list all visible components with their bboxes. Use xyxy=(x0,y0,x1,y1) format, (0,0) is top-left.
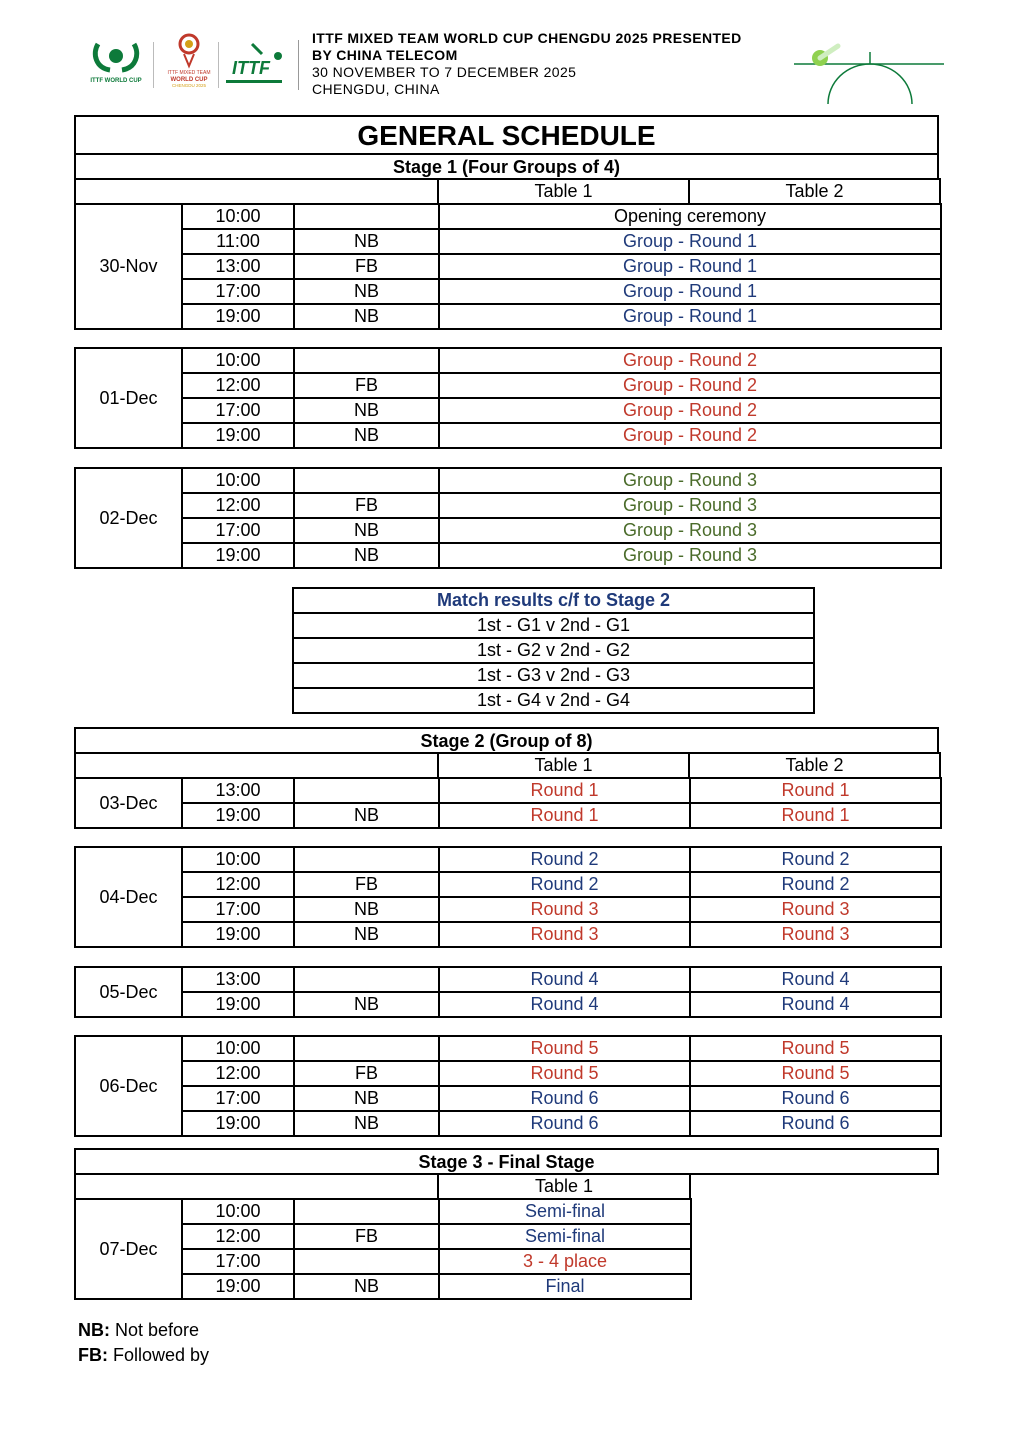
stage2-header-left-border xyxy=(74,752,76,779)
stage2-day-05dec xyxy=(74,966,942,1018)
schedule-row xyxy=(75,468,941,493)
event-cell: Group - Round 1 xyxy=(439,254,941,279)
event-cell: Group - Round 1 xyxy=(439,279,941,304)
table1-round: Round 6 xyxy=(439,1111,690,1136)
stage2-table2-header: Table 2 xyxy=(689,753,940,778)
stage3-header-left-border xyxy=(74,1173,76,1200)
matchup: 1st - G3 v 2nd - G3 xyxy=(293,663,814,688)
event-header xyxy=(312,30,742,98)
header-divider xyxy=(298,40,299,90)
event-cell: Group - Round 2 xyxy=(439,348,941,373)
stage1-table2-header: Table 2 xyxy=(689,179,940,204)
table2-round: Round 2 xyxy=(690,847,941,872)
schedule-row xyxy=(75,518,941,543)
event-cell: 3 - 4 place xyxy=(439,1249,691,1274)
timing-note: NB xyxy=(294,803,439,828)
schedule-row xyxy=(75,304,941,329)
schedule-row xyxy=(75,204,941,229)
stage3-label: Stage 3 - Final Stage xyxy=(74,1148,939,1175)
timing-note: NB xyxy=(294,304,439,329)
timing-note: FB xyxy=(294,872,439,897)
results-title: Match results c/f to Stage 2 xyxy=(293,588,814,613)
match-time: 11:00 xyxy=(182,229,294,254)
schedule-row xyxy=(75,348,941,373)
match-time: 13:00 xyxy=(182,254,294,279)
timing-note: FB xyxy=(294,493,439,518)
match-time: 10:00 xyxy=(182,847,294,872)
match-time: 17:00 xyxy=(182,897,294,922)
match-time: 17:00 xyxy=(182,1086,294,1111)
timing-note xyxy=(294,847,439,872)
schedule-row xyxy=(75,1111,941,1136)
match-time: 19:00 xyxy=(182,1274,294,1299)
match-time: 19:00 xyxy=(182,922,294,947)
results-row xyxy=(293,613,814,638)
timing-note: NB xyxy=(294,423,439,448)
table1-round: Round 3 xyxy=(439,922,690,947)
timing-note xyxy=(294,348,439,373)
schedule-row xyxy=(75,992,941,1017)
table2-round: Round 5 xyxy=(690,1061,941,1086)
timing-note: NB xyxy=(294,1274,439,1299)
table2-round: Round 6 xyxy=(690,1086,941,1111)
timing-note xyxy=(294,967,439,992)
logo-mixed-team-world-cup xyxy=(164,32,214,90)
stage1-table1-header: Table 1 xyxy=(438,179,689,204)
match-time: 13:00 xyxy=(182,967,294,992)
schedule-row xyxy=(75,254,941,279)
logo-divider xyxy=(153,42,154,88)
timing-note: NB xyxy=(294,897,439,922)
stage1-header-left-border xyxy=(74,178,76,205)
day-date: 30-Nov xyxy=(75,204,182,329)
match-time: 12:00 xyxy=(182,1224,294,1249)
stage3-table1-header: Table 1 xyxy=(438,1174,690,1199)
header-line-2: BY CHINA TELECOM xyxy=(312,47,458,63)
timing-note: NB xyxy=(294,1111,439,1136)
schedule-row xyxy=(75,398,941,423)
day-date: 03-Dec xyxy=(75,778,182,828)
timing-note xyxy=(294,778,439,803)
match-time: 12:00 xyxy=(182,373,294,398)
table1-round: Round 5 xyxy=(439,1036,690,1061)
schedule-row xyxy=(75,543,941,568)
results-box xyxy=(292,587,815,714)
schedule-row xyxy=(75,373,941,398)
event-cell: Group - Round 3 xyxy=(439,468,941,493)
day-date: 01-Dec xyxy=(75,348,182,448)
day-date: 04-Dec xyxy=(75,847,182,947)
table1-round: Round 5 xyxy=(439,1061,690,1086)
schedule-row xyxy=(75,279,941,304)
results-row xyxy=(293,688,814,713)
match-time: 19:00 xyxy=(182,423,294,448)
match-time: 10:00 xyxy=(182,1199,294,1224)
table2-round: Round 3 xyxy=(690,897,941,922)
stage2-label: Stage 2 (Group of 8) xyxy=(74,727,939,754)
table2-round: Round 2 xyxy=(690,872,941,897)
schedule-row xyxy=(75,847,941,872)
svg-text:WORLD CUP: WORLD CUP xyxy=(170,77,208,83)
results-row xyxy=(293,663,814,688)
event-cell: Group - Round 3 xyxy=(439,543,941,568)
day-date: 02-Dec xyxy=(75,468,182,568)
svg-text:ITTF WORLD CUP: ITTF WORLD CUP xyxy=(90,78,142,84)
match-time: 19:00 xyxy=(182,803,294,828)
timing-note xyxy=(294,468,439,493)
logo-divider xyxy=(218,42,219,88)
table1-round: Round 4 xyxy=(439,992,690,1017)
table1-round: Round 1 xyxy=(439,803,690,828)
matchup: 1st - G4 v 2nd - G4 xyxy=(293,688,814,713)
legend-fb: FB: Followed by xyxy=(78,1345,210,1365)
event-cell: Group - Round 1 xyxy=(439,304,941,329)
event-cell: Final xyxy=(439,1274,691,1299)
schedule-row xyxy=(75,1086,941,1111)
legend xyxy=(78,1318,209,1368)
table2-round: Round 4 xyxy=(690,967,941,992)
timing-note: FB xyxy=(294,254,439,279)
schedule-title: GENERAL SCHEDULE xyxy=(74,115,939,155)
legend-nb: NB: Not before xyxy=(78,1320,200,1340)
day-date: 06-Dec xyxy=(75,1036,182,1136)
match-time: 12:00 xyxy=(182,493,294,518)
event-cell: Group - Round 1 xyxy=(439,229,941,254)
match-time: 10:00 xyxy=(182,1036,294,1061)
svg-text:ITTF MIXED TEAM: ITTF MIXED TEAM xyxy=(167,70,211,76)
match-time: 12:00 xyxy=(182,872,294,897)
event-cell: Opening ceremony xyxy=(439,204,941,229)
event-cell: Group - Round 2 xyxy=(439,423,941,448)
header-line-1: ITTF MIXED TEAM WORLD CUP CHENGDU 2025 PRESENTED xyxy=(312,30,742,46)
timing-note xyxy=(294,1036,439,1061)
table1-round: Round 2 xyxy=(439,847,690,872)
stage2-day-06dec xyxy=(74,1035,942,1137)
schedule-row xyxy=(75,922,941,947)
schedule-row xyxy=(75,229,941,254)
match-time: 17:00 xyxy=(182,398,294,423)
results-title-row xyxy=(293,588,814,613)
timing-note: NB xyxy=(294,543,439,568)
timing-note: NB xyxy=(294,518,439,543)
timing-note: NB xyxy=(294,922,439,947)
timing-note: FB xyxy=(294,1224,439,1249)
timing-note: NB xyxy=(294,398,439,423)
table2-round: Round 4 xyxy=(690,992,941,1017)
stage1-day-30nov xyxy=(74,203,942,330)
stage1-day-01dec xyxy=(74,347,942,449)
match-time: 10:00 xyxy=(182,348,294,373)
match-time: 17:00 xyxy=(182,279,294,304)
logo-ittf xyxy=(222,36,288,88)
event-cell: Group - Round 3 xyxy=(439,493,941,518)
event-cell: Group - Round 3 xyxy=(439,518,941,543)
event-cell: Group - Round 2 xyxy=(439,373,941,398)
timing-note: FB xyxy=(294,1061,439,1086)
table2-round: Round 3 xyxy=(690,922,941,947)
match-time: 12:00 xyxy=(182,1061,294,1086)
matchup: 1st - G2 v 2nd - G2 xyxy=(293,638,814,663)
stage2-table1-header: Table 1 xyxy=(438,753,689,778)
matchup: 1st - G1 v 2nd - G1 xyxy=(293,613,814,638)
match-time: 17:00 xyxy=(182,1249,294,1274)
event-cell: Semi-final xyxy=(439,1199,691,1224)
schedule-row xyxy=(75,967,941,992)
match-time: 10:00 xyxy=(182,204,294,229)
timing-note xyxy=(294,204,439,229)
logo-ittf-world-cup xyxy=(88,36,144,86)
schedule-row xyxy=(75,423,941,448)
stage1-day-02dec xyxy=(74,467,942,569)
stage1-table-headers xyxy=(437,178,941,205)
match-time: 17:00 xyxy=(182,518,294,543)
table-tennis-graphic xyxy=(790,38,950,108)
svg-text:ITTF: ITTF xyxy=(232,58,270,78)
table1-round: Round 2 xyxy=(439,872,690,897)
schedule-row xyxy=(75,872,941,897)
timing-note: NB xyxy=(294,992,439,1017)
svg-text:CHENGDU 2025: CHENGDU 2025 xyxy=(171,83,207,88)
stage2-table-headers xyxy=(437,752,941,779)
match-time: 19:00 xyxy=(182,992,294,1017)
schedule-row xyxy=(75,1199,691,1224)
schedule-row xyxy=(75,493,941,518)
table1-round: Round 4 xyxy=(439,967,690,992)
header-location: CHENGDU, CHINA xyxy=(312,81,440,97)
stage2-day-03dec xyxy=(74,777,942,829)
match-time: 13:00 xyxy=(182,778,294,803)
match-time: 19:00 xyxy=(182,543,294,568)
schedule-row xyxy=(75,897,941,922)
day-date: 07-Dec xyxy=(75,1199,182,1299)
timing-note: NB xyxy=(294,229,439,254)
header-dates: 30 NOVEMBER TO 7 DECEMBER 2025 xyxy=(312,64,577,80)
stage1-label: Stage 1 (Four Groups of 4) xyxy=(74,153,939,180)
timing-note xyxy=(294,1199,439,1224)
table2-round: Round 5 xyxy=(690,1036,941,1061)
timing-note: NB xyxy=(294,1086,439,1111)
schedule-row xyxy=(75,1036,941,1061)
match-time: 19:00 xyxy=(182,304,294,329)
day-date: 05-Dec xyxy=(75,967,182,1017)
results-row xyxy=(293,638,814,663)
table2-round: Round 6 xyxy=(690,1111,941,1136)
table1-round: Round 1 xyxy=(439,778,690,803)
timing-note: NB xyxy=(294,279,439,304)
event-cell: Semi-final xyxy=(439,1224,691,1249)
stage2-day-04dec xyxy=(74,846,942,948)
schedule-row xyxy=(75,1061,941,1086)
table1-round: Round 6 xyxy=(439,1086,690,1111)
schedule-row xyxy=(75,803,941,828)
table1-round: Round 3 xyxy=(439,897,690,922)
schedule-row xyxy=(75,778,941,803)
timing-note xyxy=(294,1249,439,1274)
stage3-day-07dec xyxy=(74,1198,692,1300)
event-cell: Group - Round 2 xyxy=(439,398,941,423)
table2-round: Round 1 xyxy=(690,803,941,828)
match-time: 10:00 xyxy=(182,468,294,493)
table2-round: Round 1 xyxy=(690,778,941,803)
timing-note: FB xyxy=(294,373,439,398)
match-time: 19:00 xyxy=(182,1111,294,1136)
stage3-table-header xyxy=(437,1173,691,1200)
